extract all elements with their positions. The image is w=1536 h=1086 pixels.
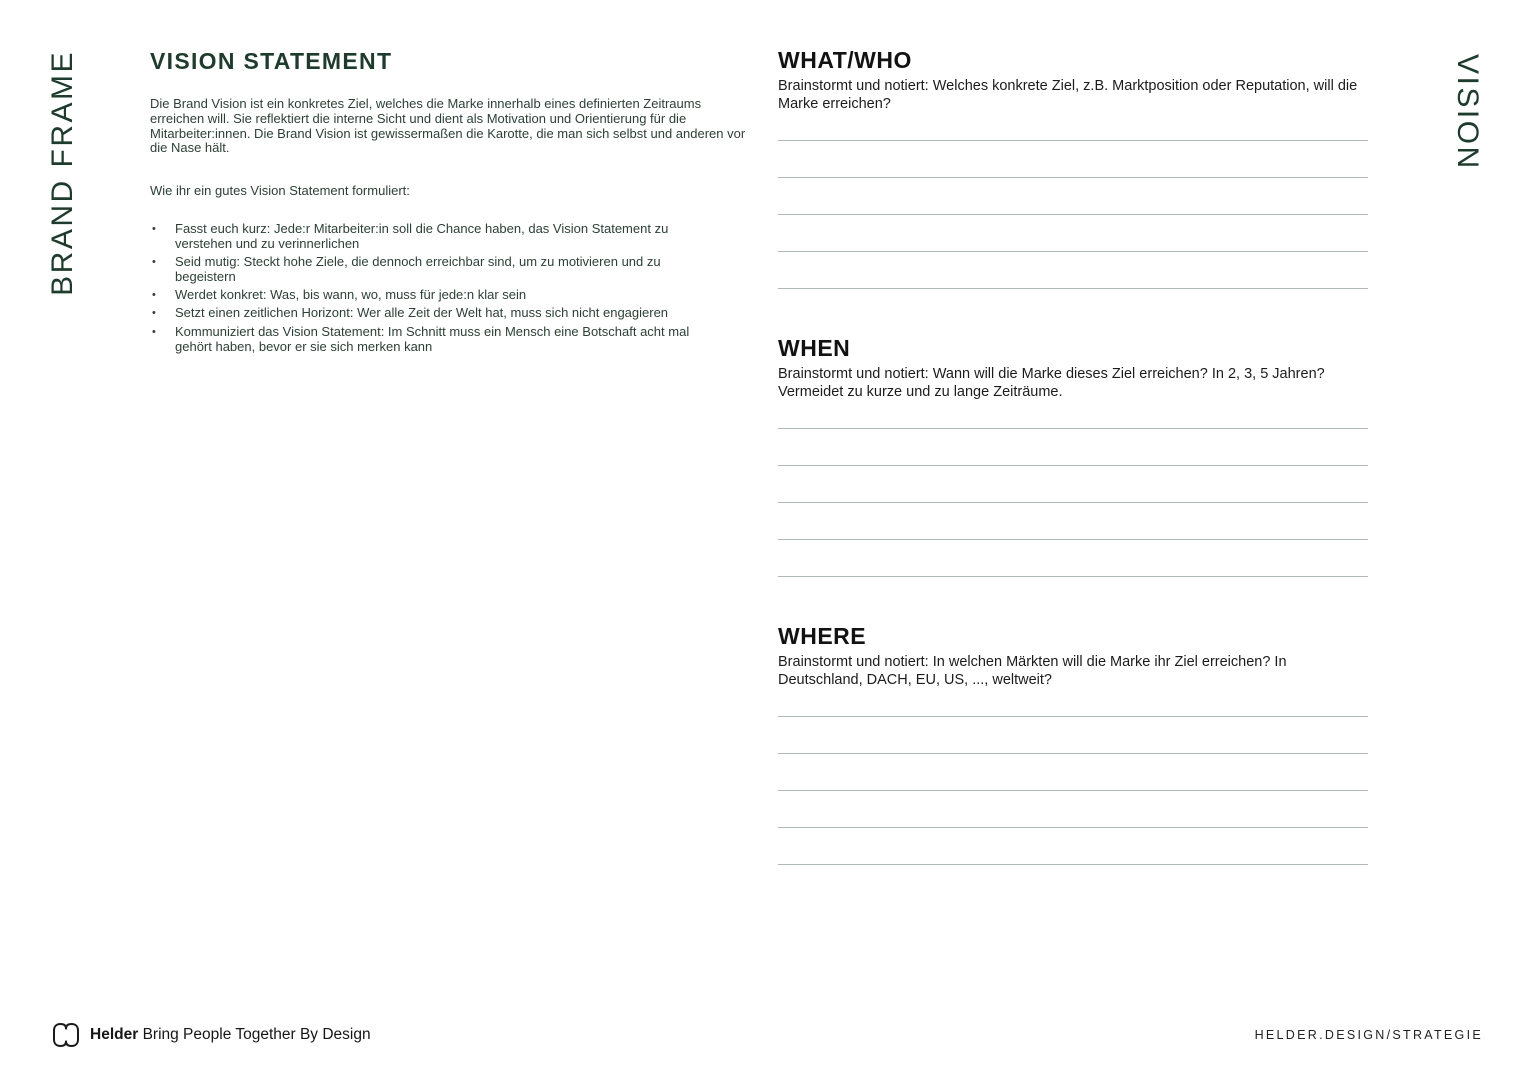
writing-lines-when xyxy=(778,401,1368,577)
footer-brand xyxy=(52,1022,371,1048)
section-where xyxy=(778,624,1368,865)
guidelines-intro: Wie ihr ein gutes Vision Statement formuliert: xyxy=(150,183,410,199)
writing-line xyxy=(778,754,1368,791)
footer-url: HELDER.DESIGN/STRATEGIE xyxy=(1254,1028,1483,1042)
intro-paragraph: Die Brand Vision ist ein konkretes Ziel, welches die Marke innerhalb eines definierten Zeitraums erreichen will. Sie reflektiert die interne Sicht und dient als Motivation und Orientierung für die Mitarbeiter:innen. Die Brand Vision ist gewissermaßen die Karotte, die man sich selbst und anderen vor die Nase hält. xyxy=(150,96,746,156)
brand-name: Helder xyxy=(90,1026,139,1043)
section-heading: WHERE xyxy=(778,623,867,649)
writing-line xyxy=(778,689,1368,717)
section-heading: WHEN xyxy=(778,335,851,361)
writing-line xyxy=(778,503,1368,540)
section-when xyxy=(778,336,1368,577)
writing-line xyxy=(778,401,1368,429)
vertical-label-vision: VISION xyxy=(1451,54,1484,171)
worksheet-column xyxy=(778,48,1368,865)
writing-line xyxy=(778,828,1368,865)
writing-line xyxy=(778,466,1368,503)
writing-lines-what-who xyxy=(778,113,1368,289)
writing-line xyxy=(778,252,1368,289)
brand-tagline: Bring People Together By Design xyxy=(142,1026,371,1043)
guideline-item: • Kommuniziert das Vision Statement: Im Schnitt muss ein Mensch eine Botschaft acht mal gehört haben, bevor er sie sich merken kann xyxy=(150,325,708,355)
section-description: Brainstormt und notiert: In welchen Märkten will die Marke ihr Ziel erreichen? In Deutschland, DACH, EU, US, ..., weltweit? xyxy=(778,654,1287,688)
guideline-item: • Werdet konkret: Was, bis wann, wo, muss für jede:n klar sein xyxy=(150,288,708,303)
writing-line xyxy=(778,178,1368,215)
section-what-who xyxy=(778,48,1368,289)
writing-line xyxy=(778,141,1368,178)
page-title: VISION STATEMENT xyxy=(150,48,393,74)
writing-line xyxy=(778,717,1368,754)
writing-lines-where xyxy=(778,689,1368,865)
section-description: Brainstormt und notiert: Wann will die Marke dieses Ziel erreichen? In 2, 3, 5 Jahren? Vermeidet zu kurze und zu lange Zeiträume. xyxy=(778,366,1325,400)
guidelines-list xyxy=(150,222,708,354)
writing-line xyxy=(778,791,1368,828)
section-description: Brainstormt und notiert: Welches konkrete Ziel, z.B. Marktposition oder Reputation, will die Marke erreichen? xyxy=(778,78,1358,112)
writing-line xyxy=(778,429,1368,466)
guideline-item: • Fasst euch kurz: Jede:r Mitarbeiter:in soll die Chance haben, das Vision Statement zu verstehen und zu verinnerlichen xyxy=(150,222,708,252)
section-heading: WHAT/WHO xyxy=(778,47,912,73)
intro-column xyxy=(150,48,750,358)
writing-line xyxy=(778,215,1368,252)
writing-line xyxy=(778,113,1368,141)
helder-logo-icon xyxy=(52,1022,80,1048)
footer xyxy=(52,1022,1483,1048)
vertical-label-brand-frame: BRAND FRAME xyxy=(46,50,79,296)
guideline-item: • Setzt einen zeitlichen Horizont: Wer alle Zeit der Welt hat, muss sich nicht engagieren xyxy=(150,306,708,321)
guideline-item: • Seid mutig: Steckt hohe Ziele, die dennoch erreichbar sind, um zu motivieren und zu begeistern xyxy=(150,255,708,285)
writing-line xyxy=(778,540,1368,577)
